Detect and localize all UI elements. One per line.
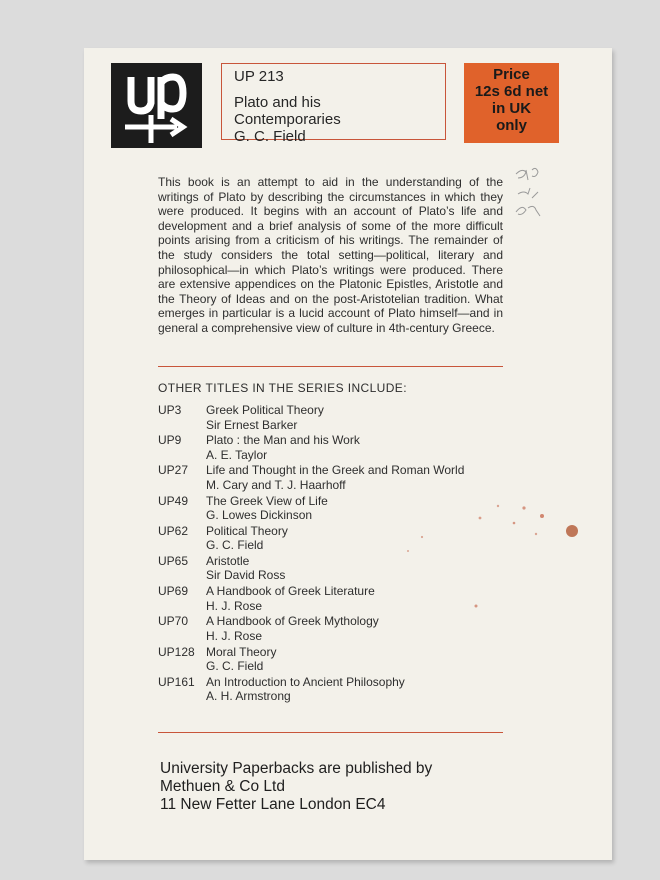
series-list xyxy=(158,403,558,705)
divider-top xyxy=(158,366,503,367)
list-item xyxy=(158,494,558,524)
list-item xyxy=(158,403,558,433)
blurb-text: This book is an attempt to aid in the understanding of the writings of Plato by describing the circumstances in which they were produced. It begins with an account of Plato’s life and development and a brief analysis of some of the more difficult points arising from a criticism of his writings. The remainder of the study considers the total setting—political, literary and philosophical—in which Plato’s writings were produced. There are extensive appendices on the Platonic Epistles, Aristotle and the Theory of Ideas and on the post-Aristotelian tradition. What emerges in particular is a lucid account of Plato himself—and in general a comprehensive view of culture in 4th-century Greece. xyxy=(158,175,503,335)
title-box xyxy=(221,63,446,145)
series-author: G. C. Field xyxy=(206,659,264,673)
series-title: A Handbook of Greek Literature xyxy=(206,584,375,599)
series-title: The Greek View of Life xyxy=(206,493,328,508)
publisher-line1: University Paperbacks are published by xyxy=(160,760,433,777)
up-logo-icon xyxy=(111,63,202,148)
series-code: UP27 xyxy=(158,463,189,478)
series-code: UP49 xyxy=(158,493,189,508)
publisher-line3: 11 New Fetter Lane London EC4 xyxy=(160,796,386,813)
series-title: An Introduction to Ancient Philosophy xyxy=(206,674,405,689)
series-title: A Handbook of Greek Mythology xyxy=(206,614,379,629)
series-title: Plato : the Man and his Work xyxy=(206,433,360,448)
series-author: G. C. Field xyxy=(206,538,264,553)
series-code: UP65 xyxy=(158,553,189,568)
price-line1: Price xyxy=(493,66,530,83)
publisher-line2: Methuen & Co Ltd xyxy=(160,778,285,795)
series-code: UP161 xyxy=(158,674,195,689)
up-logo xyxy=(111,63,202,148)
series-author: M. Cary and T. J. Haarhoff xyxy=(206,477,346,492)
list-item xyxy=(158,463,558,493)
list-item xyxy=(158,584,558,614)
book-title-line1: Plato and his xyxy=(234,94,321,111)
list-item xyxy=(158,675,558,705)
book-author: G. C. Field xyxy=(234,128,306,145)
series-code: UP3 xyxy=(158,403,182,417)
series-code: UP62 xyxy=(158,523,189,538)
price-line3: in UK xyxy=(491,100,532,117)
price-box xyxy=(464,63,559,143)
series-author: A. H. Armstrong xyxy=(206,689,291,704)
book-title-line2: Contemporaries xyxy=(234,111,341,128)
list-item xyxy=(158,433,558,463)
pencil-marks-icon xyxy=(512,164,552,222)
series-code: UP128 xyxy=(158,644,195,659)
series-code: UP70 xyxy=(158,614,189,629)
list-item xyxy=(158,645,558,675)
divider-bottom xyxy=(158,732,503,733)
price-line2: 12s 6d net xyxy=(474,83,549,100)
series-code: UP69 xyxy=(158,584,189,599)
list-item xyxy=(158,614,558,644)
series-author: Sir Ernest Barker xyxy=(206,417,298,432)
series-heading: OTHER TITLES IN THE SERIES INCLUDE: xyxy=(158,381,407,395)
series-author: Sir David Ross xyxy=(206,568,286,583)
series-author: H. J. Rose xyxy=(206,628,263,643)
list-item xyxy=(158,554,558,584)
series-author: A. E. Taylor xyxy=(206,447,268,462)
series-title: Aristotle xyxy=(206,553,250,568)
series-title: Life and Thought in the Greek and Roman World xyxy=(206,463,465,478)
series-author: G. Lowes Dickinson xyxy=(206,508,313,523)
list-item xyxy=(158,524,558,554)
price-line4: only xyxy=(496,117,527,134)
series-title: Moral Theory xyxy=(206,644,277,659)
back-cover xyxy=(84,48,612,860)
series-title: Political Theory xyxy=(206,523,288,538)
publisher-info xyxy=(160,760,432,814)
series-author: H. J. Rose xyxy=(206,598,263,613)
series-title: Greek Political Theory xyxy=(206,403,324,417)
series-code: UP9 xyxy=(158,433,182,448)
series-number: UP 213 xyxy=(234,68,284,85)
